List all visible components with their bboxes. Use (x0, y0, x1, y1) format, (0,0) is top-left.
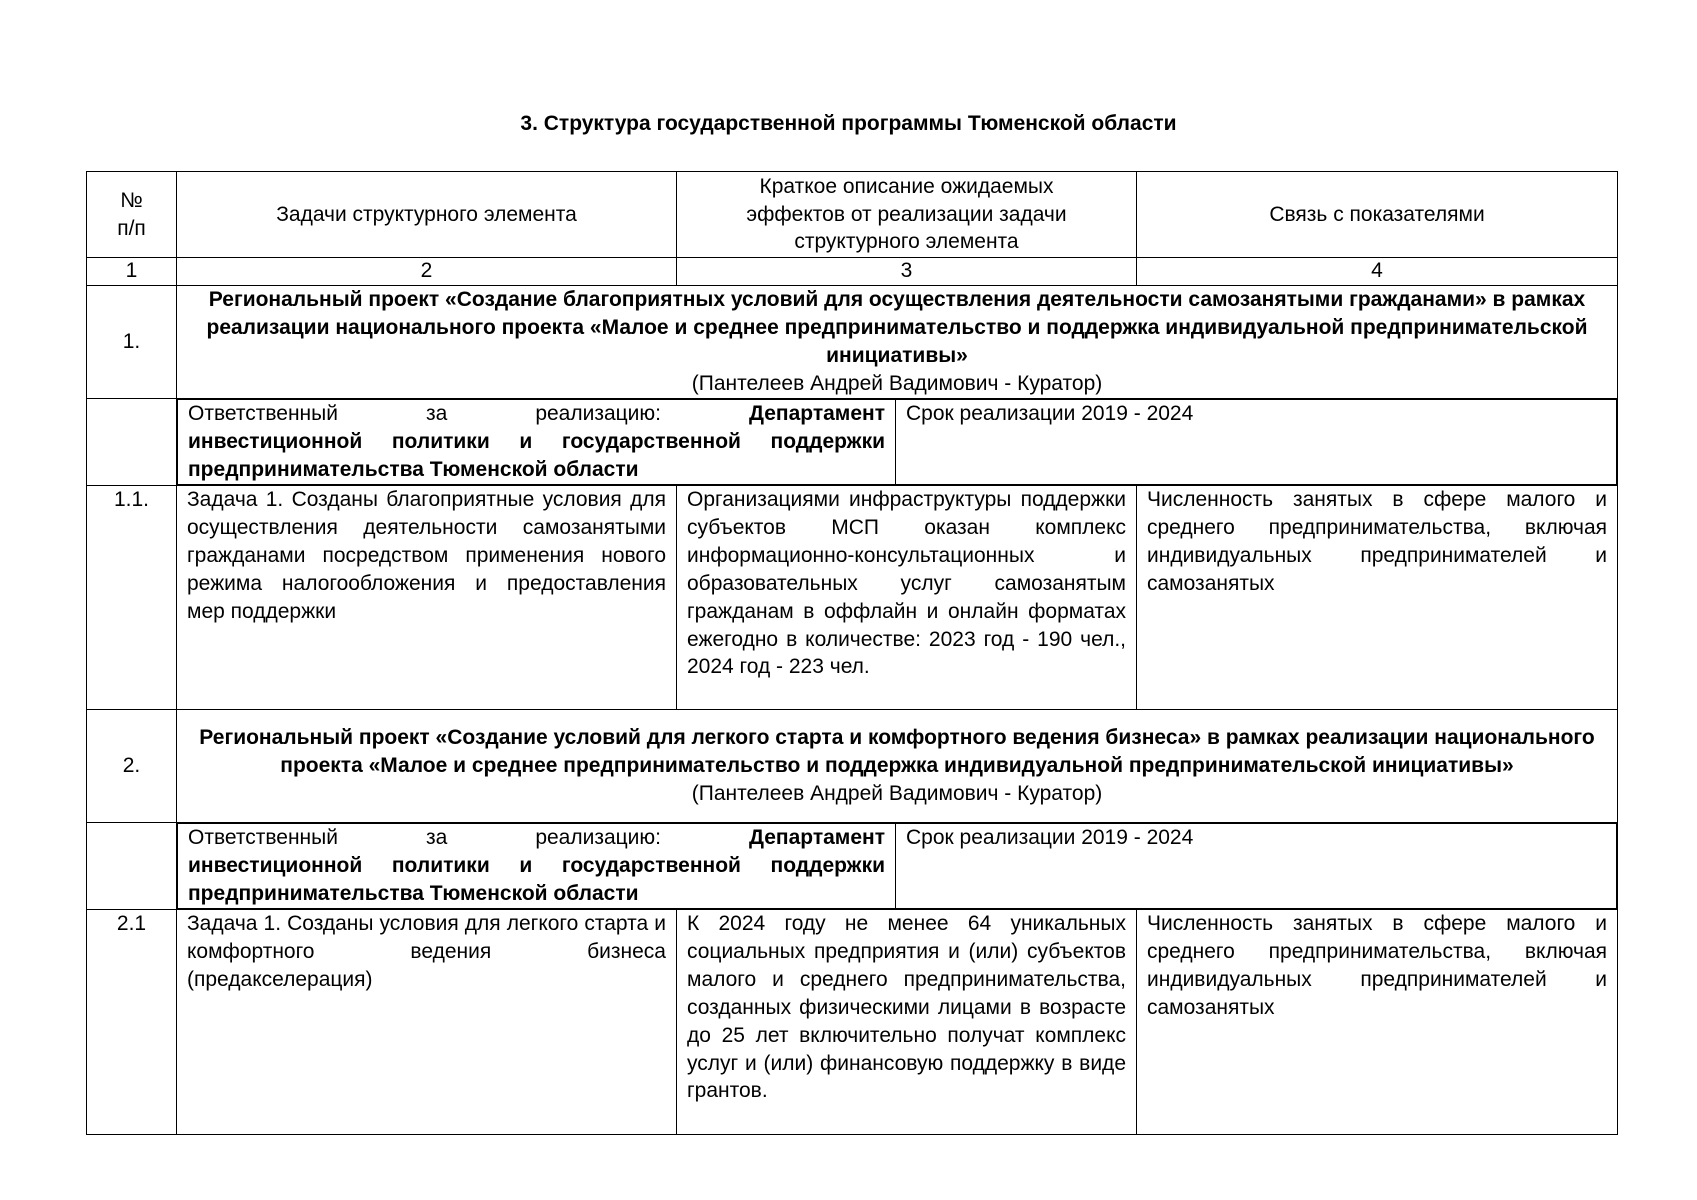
responsible-org: инвестиционной политики и государственной поддержки предпринимательства Тюменской области (188, 429, 885, 481)
table-header-row (87, 172, 1618, 258)
empty-cell (87, 823, 177, 910)
empty-cell (87, 399, 177, 486)
project-title-cell (177, 710, 1618, 823)
header-num-line2: п/п (117, 216, 146, 240)
responsible-row (87, 823, 1618, 910)
task-description: Задача 1. Созданы благоприятные условия для осуществления деятельности самозанятыми гражданами посредством применения нового режима налогообложения и предоставления мер поддержки (177, 486, 677, 710)
project-title: Региональный проект «Создание благоприятных условий для осуществления деятельности самозанятыми гражданами» в рамках реализации национального проекта «Малое и среднее предпринимательство и поддержка индивидуальной предпринимательской инициативы» (206, 288, 1588, 367)
header-num (87, 172, 177, 258)
responsible-label: Ответственный за реализацию: (188, 826, 661, 849)
project-row (87, 710, 1618, 823)
task-indicators: Численность занятых в сфере малого и среднего предпринимательства, включая индивидуальных предпринимателей и самозанятых (1137, 486, 1618, 710)
responsible-text (178, 400, 896, 485)
task-row (87, 486, 1618, 710)
program-structure-table (86, 171, 1618, 1135)
responsible-row (87, 399, 1618, 486)
project-num: 2. (87, 710, 177, 823)
task-num: 1.1. (87, 486, 177, 710)
responsible-label: Ответственный за реализацию: (188, 402, 661, 425)
header-num-line1: № (120, 188, 143, 212)
responsible-cell (177, 823, 1618, 910)
task-description: Задача 1. Созданы условия для легкого старта и комфортного ведения бизнеса (предакселерация) (177, 910, 677, 1135)
task-indicators: Численность занятых в сфере малого и среднего предпринимательства, включая индивидуальных предпринимателей и самозанятых (1137, 910, 1618, 1135)
task-effects: К 2024 году не менее 64 уникальных социальных предприятия и (или) субъектов малого и среднего предпринимательства, созданных физическими лицами в возрасте до 25 лет включительно получат комплекс услуг и (или) финансовую поддержку в виде грантов. (677, 910, 1137, 1135)
responsible-cell (177, 399, 1618, 486)
task-effects: Организациями инфраструктуры поддержки субъектов МСП оказан комплекс информационно-консультационных и образовательных услуг самозанятым гражданам в оффлайн и онлайн форматах ежегодно в количестве: 2023 год - 190 чел., 2024 год - 223 чел. (677, 486, 1137, 710)
index-cell: 1 (87, 258, 177, 286)
header-indicators: Связь с показателями (1137, 172, 1618, 258)
responsible-text (178, 824, 896, 909)
index-cell: 2 (177, 258, 677, 286)
project-title-cell (177, 286, 1618, 399)
project-row (87, 286, 1618, 399)
term-text: Срок реализации 2019 - 2024 (896, 824, 1617, 909)
task-row (87, 910, 1618, 1135)
responsible-org: инвестиционной политики и государственной поддержки предпринимательства Тюменской области (188, 853, 885, 905)
header-effects: Краткое описание ожидаемых эффектов от реализации задачи структурного элемента (677, 172, 1137, 258)
index-cell: 3 (677, 258, 1137, 286)
term-text: Срок реализации 2019 - 2024 (896, 400, 1617, 485)
project-curator: (Пантелеев Андрей Вадимович - Куратор) (691, 781, 1103, 805)
responsible-org-head: Департамент (749, 402, 885, 425)
project-curator: (Пантелеев Андрей Вадимович - Куратор) (691, 371, 1103, 395)
page-title: 3. Структура государственной программы Тюменской области (520, 112, 1177, 135)
index-cell: 4 (1137, 258, 1618, 286)
column-index-row (87, 258, 1618, 286)
task-num: 2.1 (87, 910, 177, 1135)
project-num: 1. (87, 286, 177, 399)
header-tasks: Задачи структурного элемента (177, 172, 677, 258)
project-title: Региональный проект «Создание условий для легкого старта и комфортного ведения бизнеса» в рамках реализации национального проекта «Малое и среднее предпринимательство и поддержка индивидуальной предпринимательской инициативы» (199, 726, 1595, 778)
responsible-org-head: Департамент (749, 826, 885, 849)
